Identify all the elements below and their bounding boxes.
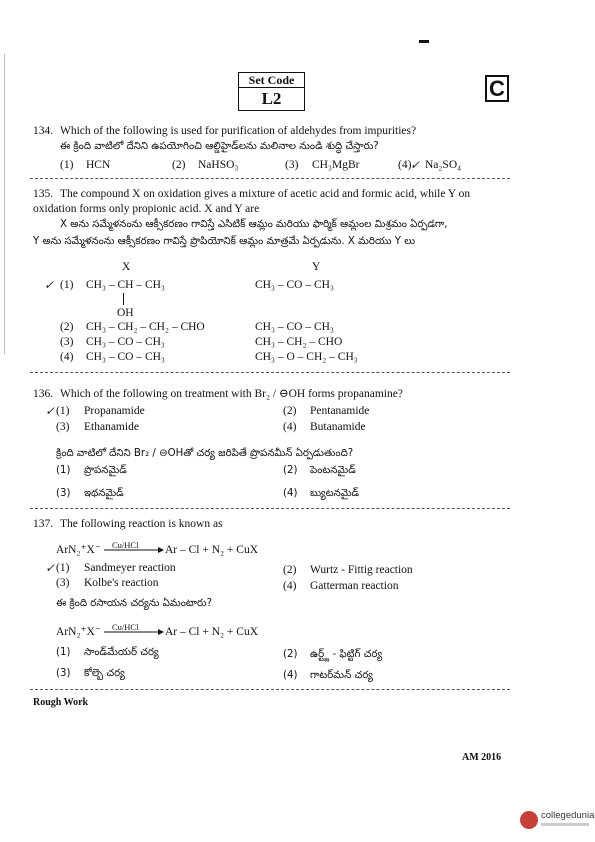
q134-option-3-no: (3) (285, 159, 299, 171)
q137-option-4: Gatterman reaction (310, 580, 399, 592)
q136-question-te: క్రింది వాటిలో దేనిని Br₂ / ⊖OHతో చర్య జరిపితే ప్రొపనమీన్ ఏర్పడుతుంది? (56, 448, 354, 459)
separator (30, 508, 510, 509)
q137-question-te: ఈ క్రింది రసాయన చర్యను ఏమంటారు? (56, 598, 212, 609)
q136-option-2-no: (2) (283, 405, 297, 417)
separator (30, 372, 510, 373)
q136-option-te-2: పెంటనమైడ్ (310, 465, 356, 476)
handwritten-tick-mark: ✓ (410, 158, 421, 172)
q135-option-1-x: CH₃ – CH – CH₃ (86, 279, 165, 291)
q136-option-te-2-no: (2) (283, 465, 298, 476)
q135-column-x: X (122, 261, 131, 273)
q136-option-te-3-no: (3) (56, 488, 71, 499)
paper-variant-box: C (485, 75, 509, 102)
q137-option-te-4: గాటర్‌మన్ చర్య (310, 670, 373, 681)
q136-option-2: Pentanamide (310, 405, 370, 417)
q136-option-3: Ethanamide (84, 421, 139, 433)
handwritten-tick-mark: ✓ (45, 561, 56, 575)
q137-option-3-no: (3) (56, 577, 70, 589)
q134-number: 134. (33, 125, 54, 137)
reaction-reagent-te: Cu/HCl (112, 622, 139, 632)
q135-option-3-x: CH₃ – CO – CH₃ (86, 336, 165, 348)
q135-column-y: Y (312, 261, 321, 273)
q135-question-te-1: X అను సమ్మేళనంను ఆక్సీకరణం గావిస్తే ఎసిటిక్ ఆమ్లం మరియు ఫార్మిక్ ఆమ్లంల మిశ్రమం ఏర్పడగా, (60, 219, 448, 230)
q134-option-4: Na₂SO₄ (425, 159, 462, 171)
q135-option-1-no: (1) (60, 279, 74, 291)
q137-option-te-3-no: (3) (56, 668, 71, 679)
q137-option-2-no: (2) (283, 564, 297, 576)
q135-option-4-x: CH₃ – CO – CH₃ (86, 351, 165, 363)
q136-option-te-1: ప్రొపనమైడ్ (84, 465, 127, 476)
q135-question-en-1: The compound X on oxidation gives a mixture of acetic acid and formic acid, while Y on (60, 188, 471, 200)
q137-option-te-3: కోల్బె చర్య (84, 668, 125, 679)
q136-option-4: Butanamide (310, 421, 366, 433)
q135-option-4-y: CH₃ – O – CH₂ – CH₃ (255, 351, 358, 363)
q134-option-2-no: (2) (172, 159, 186, 171)
q137-option-2: Wurtz - Fittig reaction (310, 564, 413, 576)
q134-option-2: NaHSO₃ (198, 159, 239, 171)
reaction-product: Ar – Cl + N₂ + CuX (165, 544, 259, 556)
reaction-reagent: Cu/HCl (112, 540, 139, 550)
q136-option-te-4-no: (4) (283, 488, 298, 499)
q137-option-1-no: (1) (56, 562, 70, 574)
logo-name: collegedunia (541, 810, 595, 821)
q136-option-4-no: (4) (283, 421, 297, 433)
q137-option-te-1-no: (1) (56, 647, 71, 658)
q137-option-te-1: సాండ్‌మేయర్ చర్య (84, 647, 159, 658)
logo-tagline (541, 823, 589, 826)
set-code-box (238, 72, 305, 111)
q135-number: 135. (33, 188, 54, 200)
q135-option-2-no: (2) (60, 321, 74, 333)
q136-option-3-no: (3) (56, 421, 70, 433)
handwritten-tick-mark: ✓ (45, 404, 56, 418)
set-code-label: Set Code (239, 73, 304, 88)
q134-option-1: HCN (86, 159, 111, 171)
q137-option-1: Sandmeyer reaction (84, 562, 176, 574)
handwritten-tick-mark: ✓ (44, 278, 55, 292)
q136-number: 136. (33, 388, 54, 400)
q137-option-te-2: ఉర్ట్జ్ - ఫిట్టిగ్ చర్య (310, 649, 383, 660)
reaction-arrow (104, 628, 164, 636)
q135-option-1-x-substituent: OH (117, 307, 134, 319)
q137-option-te-4-no: (4) (283, 670, 298, 681)
q134-option-1-no: (1) (60, 159, 74, 171)
q136-option-1-no: (1) (56, 405, 70, 417)
q136-question-en: Which of the following on treatment with Br₂ / ⊖OH forms propanamine? (60, 388, 403, 400)
q135-option-2-x: CH₃ – CH₂ – CH₂ – CHO (86, 321, 205, 333)
set-code-value: L2 (261, 89, 282, 108)
separator (30, 178, 510, 179)
watermark-logo (520, 808, 595, 836)
rough-work-label: Rough Work (33, 697, 89, 708)
q137-number: 137. (33, 518, 54, 530)
q137-question-en: The following reaction is known as (60, 518, 223, 530)
q134-question-en: Which of the following is used for purification of aldehydes from impurities? (60, 125, 417, 137)
q136-option-1: Propanamide (84, 405, 145, 417)
q137-option-4-no: (4) (283, 580, 297, 592)
q137-option-te-2-no: (2) (283, 649, 298, 660)
q134-option-4-no: (4) (398, 159, 412, 171)
reaction-product-te: Ar – Cl + N₂ + CuX (165, 626, 259, 638)
reaction-arrow (104, 546, 164, 554)
exam-code: AM 2016 (462, 752, 502, 763)
margin-rule (4, 54, 5, 354)
q135-option-3-y: CH₃ – CH₂ – CHO (255, 336, 343, 348)
q135-option-4-no: (4) (60, 351, 74, 363)
q135-option-2-y: CH₃ – CO – CH₃ (255, 321, 334, 333)
logo-icon (520, 811, 538, 829)
q135-option-1-y: CH₃ – CO – CH₃ (255, 279, 334, 291)
q135-option-3-no: (3) (60, 336, 74, 348)
reaction-reactant: ArN₂⁺X⁻ (56, 544, 101, 556)
q137-option-3: Kolbe's reaction (84, 577, 159, 589)
q136-option-te-1-no: (1) (56, 465, 71, 476)
bond-line (123, 293, 124, 305)
q135-question-en-2: oxidation forms only propionic acid. X and Y are (33, 203, 260, 215)
q134-option-3: CH₃MgBr (312, 159, 360, 171)
q136-option-te-3: ఇథనమైడ్ (84, 488, 124, 499)
reaction-reactant-te: ArN₂⁺X⁻ (56, 626, 101, 638)
q136-option-te-4: బ్యుటనమైడ్ (310, 488, 360, 499)
separator (30, 689, 510, 690)
page-mark (419, 40, 429, 43)
q135-question-te-2: Y అను సమ్మేళనంను ఆక్సీకరణం గావిస్తే ప్రొపియోనిక్ ఆమ్లం మాత్రమే ఏర్పడును. X మరియు Y లు (33, 236, 416, 247)
q134-question-te: ఈ క్రింది వాటిలో దేనిని ఉపయోగించి ఆల్డిహైడ్‌లను మలినాల నుండి శుద్ధి చేస్తారు? (60, 141, 379, 152)
